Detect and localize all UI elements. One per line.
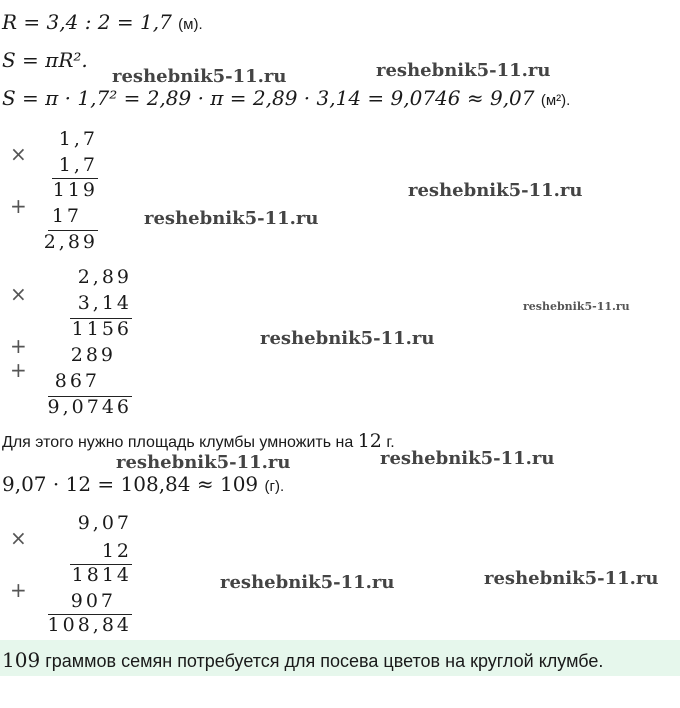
partial-product: 867	[54, 370, 100, 392]
watermark: reshebnik5-11.ru	[408, 180, 583, 201]
multiply-sign: ×	[10, 282, 27, 306]
watermark: reshebnik5-11.ru	[523, 300, 630, 313]
partial-product: 289	[70, 344, 116, 366]
explanation-line	[2, 430, 395, 452]
watermark: reshebnik5-11.ru	[116, 452, 291, 473]
seed-expression: 9,07 · 12 = 108,84 ≈ 109	[2, 472, 259, 496]
answer-text: граммов семян потребуется для посева цветов на круглой клумбе.	[45, 651, 604, 671]
result: 108,84	[47, 614, 132, 636]
watermark: reshebnik5-11.ru	[112, 66, 287, 87]
factor-a: 2,89	[77, 266, 132, 288]
seed-calculation	[2, 472, 284, 496]
result: 2,89	[43, 231, 98, 253]
factor-b: 12	[101, 540, 132, 562]
area-expression: S = π · 1,7² = 2,89 · π = 2,89 · 3,14 = 9,0746 ≈ 9,07	[2, 86, 535, 110]
answer-box	[0, 640, 680, 676]
partial-product: 1156	[71, 318, 132, 340]
watermark: reshebnik5-11.ru	[484, 568, 659, 589]
factor-a: 1,7	[58, 128, 98, 150]
radius-unit: (м).	[178, 16, 203, 33]
explanation-unit: г.	[386, 434, 395, 451]
area-calculation	[2, 86, 570, 110]
plus-sign: +	[10, 358, 27, 382]
plus-sign: +	[10, 194, 27, 218]
watermark: reshebnik5-11.ru	[376, 60, 551, 81]
answer-number: 109	[2, 648, 41, 672]
seed-unit: (г).	[264, 478, 285, 495]
multiply-sign: ×	[10, 142, 27, 166]
partial-product: 119	[52, 179, 98, 201]
watermark: reshebnik5-11.ru	[260, 328, 435, 349]
area-unit: (м²).	[540, 92, 571, 109]
partial-product: 1814	[71, 564, 132, 586]
radius-formula	[2, 10, 203, 34]
partial-product: 907	[70, 590, 116, 612]
watermark: reshebnik5-11.ru	[380, 448, 555, 469]
explanation-text: Для этого нужно площадь клумбы умножить на	[2, 434, 354, 451]
result: 9,0746	[47, 396, 132, 418]
area-formula: S = πR².	[2, 48, 88, 72]
answer-line	[2, 648, 603, 672]
multiply-sign: ×	[10, 526, 27, 550]
factor-b: 1,7	[58, 154, 98, 176]
factor-a: 9,07	[77, 512, 132, 534]
plus-sign: +	[10, 334, 27, 358]
plus-sign: +	[10, 578, 27, 602]
factor-b: 3,14	[77, 292, 132, 314]
partial-product: 17	[51, 205, 82, 227]
watermark: reshebnik5-11.ru	[220, 572, 395, 593]
watermark: reshebnik5-11.ru	[144, 208, 319, 229]
explanation-number: 12	[357, 430, 382, 452]
radius-expression: R = 3,4 : 2 = 1,7	[2, 10, 172, 34]
